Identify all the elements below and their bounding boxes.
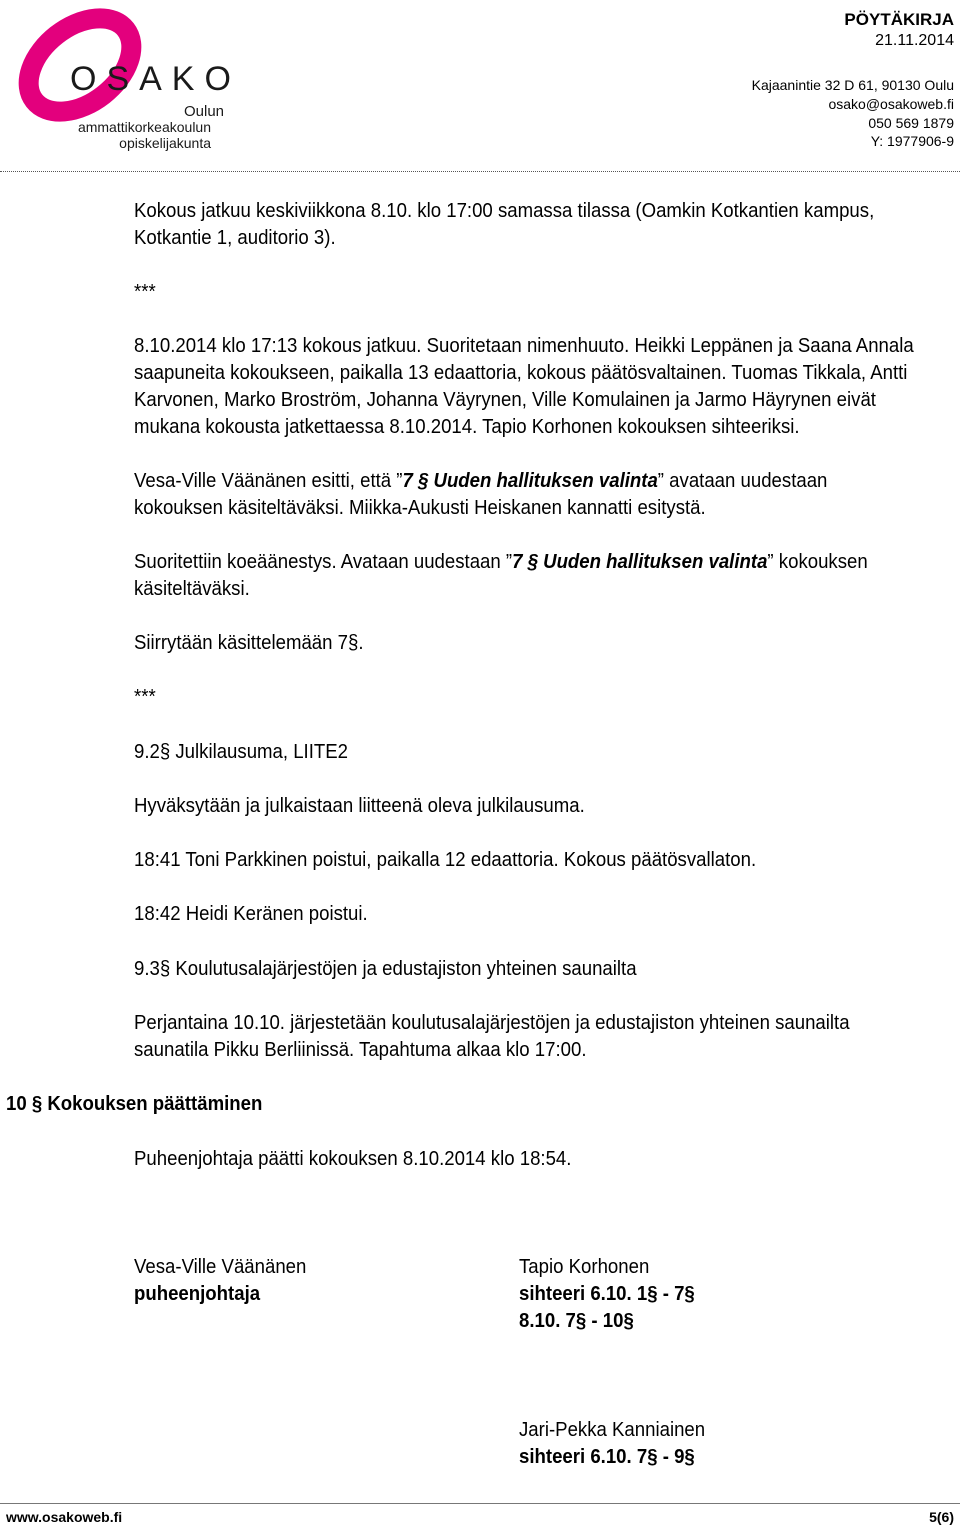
footer-website[interactable]: www.osakoweb.fi: [6, 1509, 123, 1525]
paragraph-line: Puheenjohtaja päätti kokouksen 8.10.2014 klo 18:54.: [134, 1148, 572, 1170]
document-type: PÖYTÄKIRJA: [844, 10, 954, 29]
paragraph-line: Siirrytään käsittelemään 7§.: [134, 632, 364, 654]
signature-role: puheenjohtaja: [134, 1283, 261, 1305]
logo-line3: opiskelijakunta: [119, 135, 211, 151]
paragraph-line: käsiteltäväksi.: [134, 578, 250, 600]
paragraph-line: saapuneita kokoukseen, paikalla 13 edaattoria, kokous päätösvaltainen. Tuomas Tikkala, Antti: [134, 362, 908, 384]
signature-role: 8.10. 7§ - 10§: [519, 1310, 634, 1332]
paragraph-line: 18:41 Toni Parkkinen poistui, paikalla 12 edaattoria. Kokous päätösvallaton.: [134, 849, 757, 871]
business-id: Y: 1977906-9: [870, 133, 954, 149]
paragraph-line: [134, 468, 827, 495]
page-number: 5(6): [929, 1509, 954, 1525]
paragraph-line: Perjantaina 10.10. järjestetään koulutusalajärjestöjen ja edustajiston yhteinen saunailta: [134, 1012, 850, 1034]
text-run: ” avataan uudestaan: [657, 470, 828, 492]
separator-stars: ***: [134, 281, 156, 303]
separator-stars: ***: [134, 686, 156, 708]
footer-divider: [0, 1503, 960, 1504]
paragraph-line: kokouksen käsiteltäväksi. Miikka-Aukusti Heiskanen kannatti esitystä.: [134, 497, 706, 519]
paragraph-line: [134, 549, 868, 576]
signature-name: Tapio Korhonen: [519, 1256, 650, 1278]
logo-line1: Oulun: [184, 103, 225, 120]
logo-name: OSAKO: [70, 60, 241, 98]
section-heading: 9.2§ Julkilausuma, LIITE2: [134, 741, 349, 763]
email[interactable]: osako@osakoweb.fi: [828, 96, 954, 112]
paragraph-line: saunatila Pikku Berliinissä. Tapahtuma alkaa klo 17:00.: [134, 1039, 587, 1061]
document-date: 21.11.2014: [875, 32, 954, 49]
osako-logo: [8, 0, 241, 160]
text-run: Vesa-Ville Väänänen esitti, että ”: [134, 470, 403, 492]
signature-name: Vesa-Ville Väänänen: [134, 1256, 307, 1278]
paragraph-line: Kokous jatkuu keskiviikkona 8.10. klo 17:00 samassa tilassa (Oamkin Kotkantien kampus,: [134, 200, 875, 222]
section-heading-closing: 10 § Kokouksen päättäminen: [6, 1093, 263, 1115]
signature-name: Jari-Pekka Kanniainen: [519, 1419, 706, 1441]
agenda-reference: 7 § Uuden hallituksen valinta: [402, 470, 658, 492]
paragraph-line: Kotkantie 1, auditorio 3).: [134, 227, 336, 249]
paragraph-line: Karvonen, Marko Broström, Johanna Väyrynen, Ville Komulainen ja Jarmo Häyrynen eivät: [134, 389, 876, 411]
logo-line2: ammattikorkeakoulun: [77, 119, 211, 135]
section-heading: 9.3§ Koulutusalajärjestöjen ja edustajiston yhteinen saunailta: [134, 958, 637, 980]
text-run: Suoritettiin koeäänestys. Avataan uudestaan ”: [134, 551, 513, 573]
signature-role: sihteeri 6.10. 1§ - 7§: [519, 1283, 695, 1305]
text-run: ” kokouksen: [767, 551, 868, 573]
signature-role: sihteeri 6.10. 7§ - 9§: [519, 1446, 695, 1468]
agenda-reference: 7 § Uuden hallituksen valinta: [512, 551, 768, 573]
phone: 050 569 1879: [868, 115, 954, 131]
paragraph-line: 8.10.2014 klo 17:13 kokous jatkuu. Suoritetaan nimenhuuto. Heikki Leppänen ja Saana Annala: [134, 335, 914, 357]
osako-logo-mark: [8, 0, 241, 160]
paragraph-line: Hyväksytään ja julkaistaan liitteenä oleva julkilausuma.: [134, 795, 585, 817]
address: Kajaanintie 32 D 61, 90130 Oulu: [751, 77, 954, 93]
paragraph-line: mukana kokousta jatkettaessa 8.10.2014. Tapio Korhonen kokouksen sihteeriksi.: [134, 416, 800, 438]
header-divider: [0, 171, 960, 172]
paragraph-line: 18:42 Heidi Keränen poistui.: [134, 903, 368, 925]
